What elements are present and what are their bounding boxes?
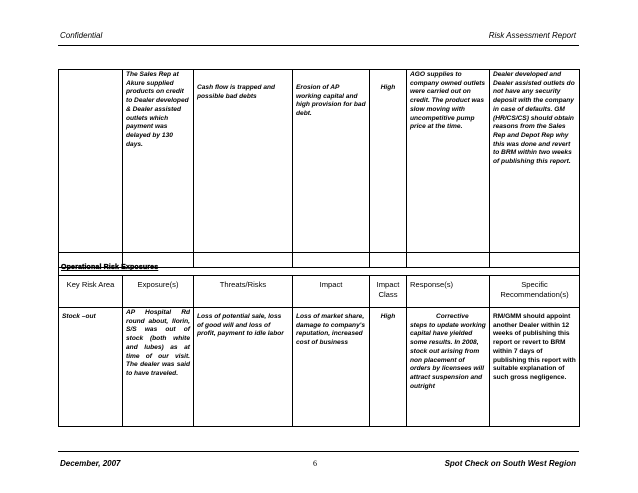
response-cell: Corrective steps to update working capital have yielded some results. In 2008, stock out arising from non placement of orders by licensees will attract suspension and outright [407, 308, 490, 427]
impact-cell: Loss of market share, damage to company's reputation, increased cost of business [293, 308, 370, 427]
operational-risk-table [58, 252, 580, 427]
impact-class-cell: High [370, 70, 407, 268]
col-header-threats: Threats/Risks [194, 276, 293, 308]
risk-table-continued [58, 69, 580, 268]
col-header-impact: Impact [293, 276, 370, 308]
key-risk-area-cell [59, 70, 123, 268]
footer-report-name: Spot Check on South West Region [444, 459, 576, 468]
header-confidential: Confidential [60, 31, 103, 40]
recommendation-cell: Dealer developed and Dealer assisted outlets do not have any security deposit with the company in case of defaults. GM (HR/CS/CS) should obtain reasons from the Sales Rep and Depot Rep why this was done and revert to BRM within two weeks of publishing this report. [490, 70, 580, 268]
column-header-row [59, 276, 580, 308]
impact-cell: Erosion of AP working capital and high provision for bad debt. [293, 70, 370, 268]
table-row [59, 308, 580, 427]
section-title: Operational Risk Exposures [61, 264, 159, 272]
footer-rule [58, 451, 579, 452]
table-row [59, 70, 580, 268]
section-title-row [59, 253, 580, 276]
col-header-response: Response(s) [407, 276, 490, 308]
section-title-cell [59, 253, 580, 276]
key-risk-area-cell: Stock –out [59, 308, 123, 427]
col-header-recommendation: Specific Recommendation(s) [490, 276, 580, 308]
footer-date: December, 2007 [60, 459, 121, 468]
page-number: 6 [313, 459, 317, 468]
exposure-cell: The Sales Rep at Akure supplied products on credit to Dealer developed & Dealer assisted outlets which payment was delayed by 130 days. [123, 70, 194, 268]
header-rule [58, 45, 579, 46]
recommendation-cell: RM/GMM should appoint another Dealer within 12 weeks of publishing this report or revert to BRM within 7 days of publishing this report with suitable explanation of such gross negligence. [490, 308, 580, 427]
col-header-impact-class: Impact Class [370, 276, 407, 308]
response-cell: AGO supplies to company owned outlets were carried out on credit. The product was slow moving with uncompetitive pump price at the time. [407, 70, 490, 268]
exposure-cell: AP Hospital Rd round about, Ilorin, S/S was out of stock (both white and lubes) as at time of our visit. The dealer was said to have traveled. [123, 308, 194, 427]
impact-class-cell: High [370, 308, 407, 427]
threats-cell: Loss of potential sale, loss of good will and loss of profit, payment to idle labor [194, 308, 293, 427]
threats-cell: Cash flow is trapped and possible bad debts [194, 70, 293, 268]
col-header-exposure: Exposure(s) [123, 276, 194, 308]
col-header-key-risk-area: Key Risk Area [59, 276, 123, 308]
header-report-title: Risk Assessment Report [488, 31, 576, 40]
